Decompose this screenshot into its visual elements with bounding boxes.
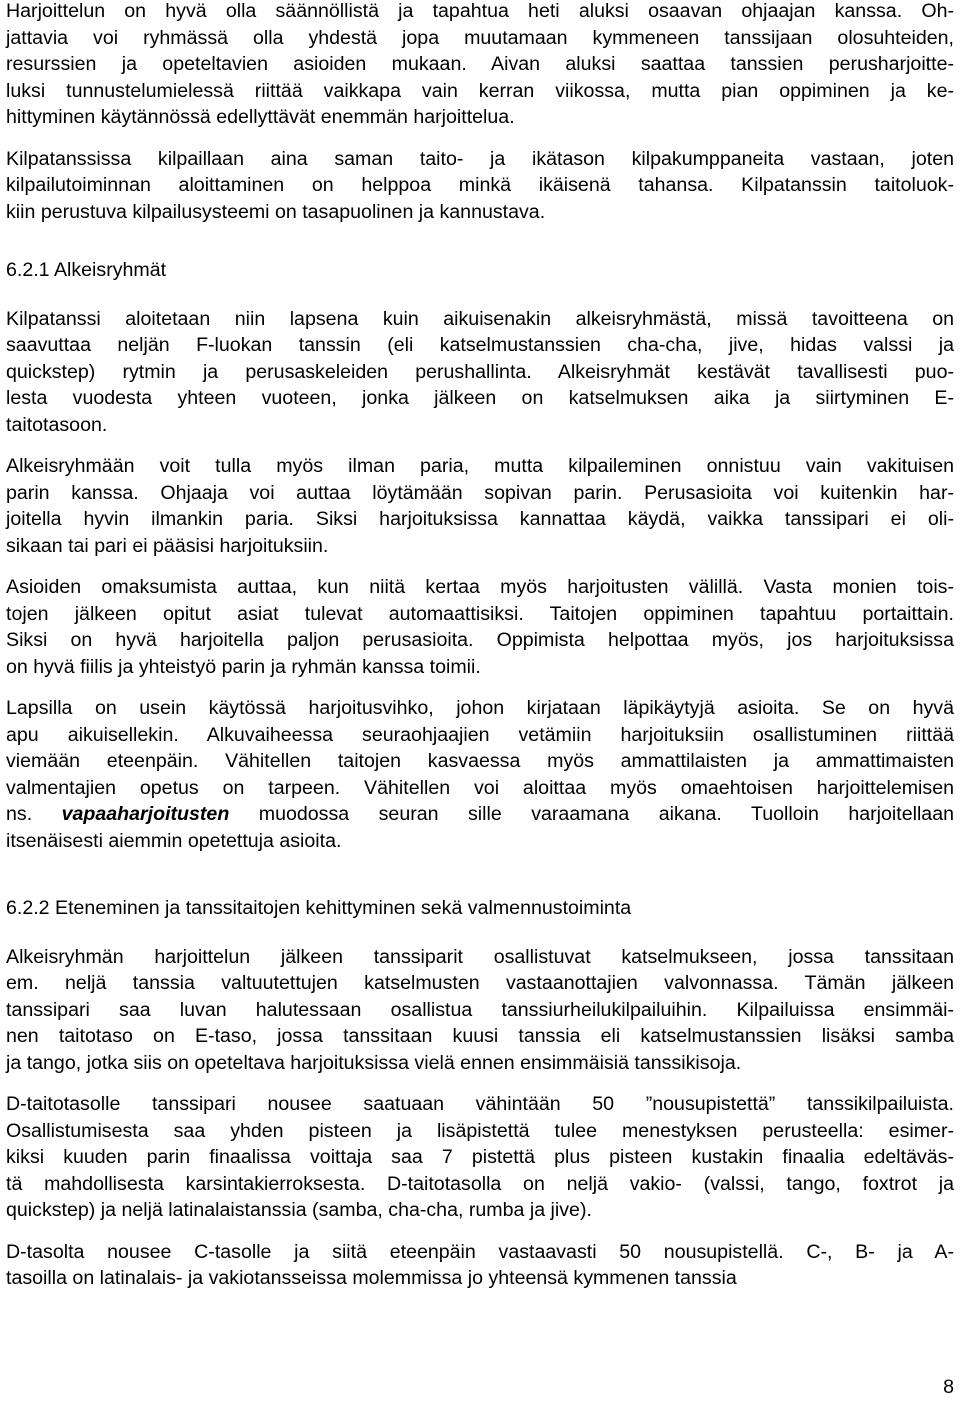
text-line: D-taitotasolle tanssipari nousee saatuaan vähintään 50 ”nousupistettä” tanssikilpailuista. [6, 1093, 954, 1115]
text-line: Lapsilla on usein käytössä harjoitusvihko, johon kirjataan läpikäytyjä asioita. Se on hyvä [6, 697, 954, 719]
text-line: tojen jälkeen opitut asiat tulevat automaattisiksi. Taitojen oppiminen tapahtuu portaittain. [6, 602, 954, 625]
text-line: taitotasoon. [6, 413, 108, 436]
text-line: em. neljä tanssia valtuutettujen katselmusten vastaanottajien valvonnassa. Tämän jälkeen [6, 972, 954, 994]
text-line: Alkeisryhmän harjoittelun jälkeen tanssiparit osallistuvat katselmukseen, jossa tanssitaan [6, 945, 954, 968]
text-line: on hyvä fiilis ja yhteistyö parin ja ryhmän kanssa toimii. [6, 655, 481, 678]
text-line: itsenäisesti aiemmin opetettuja asioita. [6, 829, 342, 852]
text-line: lesta vuodesta yhteen vuoteen, jonka jälkeen on katselmuksen aika ja siirtyminen E- [6, 387, 954, 409]
text-line: apu aikuisellekin. Alkuvaiheessa seuraohjaajien vetämiin harjoituksiin osallistuminen riittää [6, 723, 954, 746]
text-line: tanssipari saa luvan halutessaan osallistua tanssiurheilukilpailuihin. Kilpailuissa ensimmäi- [6, 998, 954, 1021]
paragraph [6, 695, 954, 854]
text-line: tä mahdollisesta karsintakierroksesta. D-taitotasolla on neljä vakio- (valssi, tango, foxtrot ja [6, 1172, 954, 1195]
text-line: Kilpatanssi aloitetaan niin lapsena kuin aikuisenakin alkeisryhmästä, missä tavoitteena on [6, 307, 954, 330]
paragraph [6, 1239, 954, 1292]
section-heading: 6.2.1 Alkeisryhmät [6, 259, 167, 281]
text-line: Harjoittelun on hyvä olla säännöllistä ja tapahtua heti aluksi osaavan ohjaajan kanssa. Oh- [6, 0, 954, 22]
text-line: saavuttaa neljän F-luokan tanssin (eli katselmustanssien cha-cha, jive, hidas valssi ja [6, 334, 954, 356]
text-line: joitella hyvin ilmankin paria. Siksi harjoituksissa kannattaa käydä, vaikka tanssipari ei oli- [6, 508, 954, 530]
text-line: kiin perustuva kilpailusysteemi on tasapuolinen ja kannustava. [6, 200, 546, 223]
text-line: Kilpatanssissa kilpaillaan aina saman taito- ja ikätason kilpakumppaneita vastaan, joten [6, 147, 954, 170]
text-line: nen taitotaso on E-taso, jossa tanssitaan kuusi tanssia eli katselmustanssien lisäksi samba [6, 1025, 954, 1047]
text-line: resurssien ja opeteltavien asioiden mukaan. Aivan aluksi saattaa tanssien perusharjoitte- [6, 53, 954, 75]
text-line: kiksi kuuden parin finaalissa voittaja saa 7 pistettä plus pisteen kustakin finaalia edeltäväs- [6, 1146, 954, 1168]
text-line: sikaan tai pari ei pääsisi harjoituksiin. [6, 534, 329, 557]
paragraph [6, 453, 954, 559]
paragraph [6, 574, 954, 680]
text-line: quickstep) ja neljä latinalaistanssia (samba, cha-cha, rumba ja jive). [6, 1199, 592, 1221]
text-line-with-emphasis [6, 801, 954, 828]
text-line: hittyminen käytännössä edellyttävät enemmän harjoittelua. [6, 106, 515, 128]
text-line: ja tango, jotka siis on opeteltava harjoituksissa vielä ennen ensimmäisiä tanssikisoja. [6, 1051, 742, 1074]
text-line: D-tasolta nousee C-tasolle ja siitä eteenpäin vastaavasti 50 nousupistellä. C-, B- ja A- [6, 1240, 954, 1263]
text-line: valmentajien opetus on tarpeen. Vähitellen voi aloittaa myös omaehtoisen harjoittelemisen [6, 776, 954, 799]
paragraph [6, 306, 954, 439]
emphasized-term: vapaaharjoitusten [61, 803, 230, 825]
paragraph [6, 944, 954, 1077]
text-line: Asioiden omaksumista auttaa, kun niitä kertaa myös harjoitusten välillä. Vasta monien tois- [6, 576, 954, 598]
paragraph [6, 1091, 954, 1224]
text-fragment: muodossa seuran sille varaamana aikana. Tuolloin harjoitellaan [229, 803, 954, 825]
text-line: quickstep) rytmin ja perusaskeleiden perushallinta. Alkeisryhmät kestävät tavallisesti puo- [6, 360, 954, 383]
text-line: jattavia voi ryhmässä olla yhdestä jopa muutamaan kymmeneen tanssijaan olosuhteiden, [6, 26, 954, 49]
text-line: kilpailutoiminnan aloittaminen on helppoa minkä ikäisenä tahansa. Kilpatanssin taitoluok- [6, 174, 954, 196]
section-heading: 6.2.2 Eteneminen ja tanssitaitojen kehittyminen sekä valmennustoiminta [6, 897, 632, 919]
text-line: Osallistumisesta saa yhden pisteen ja lisäpistettä tulee menestyksen perusteella: esimer- [6, 1119, 954, 1142]
document-page [6, 0, 954, 1292]
paragraph [6, 146, 954, 226]
text-line: viemään eteenpäin. Vähitellen taitojen kasvaessa myös ammattilaisten ja ammattimaisten [6, 750, 954, 772]
text-fragment: ns. [6, 803, 62, 825]
text-line: parin kanssa. Ohjaaja voi auttaa löytämään sopivan parin. Perusasioita voi kuitenkin har- [6, 481, 954, 504]
text-line: Alkeisryhmään voit tulla myös ilman paria, mutta kilpaileminen onnistuu vain vakituisen [6, 455, 954, 477]
paragraph [6, 0, 954, 131]
text-line: Siksi on hyvä harjoitella paljon perusasioita. Oppimista helpottaa myös, jos harjoituksissa [6, 629, 954, 651]
page-number: 8 [943, 1376, 954, 1398]
text-line: tasoilla on latinalais- ja vakiotansseissa molemmissa jo yhteensä kymmenen tanssia [6, 1267, 737, 1289]
text-line: luksi tunnustelumielessä riittää vaikkapa vain kerran viikossa, mutta pian oppiminen ja ke- [6, 79, 954, 102]
